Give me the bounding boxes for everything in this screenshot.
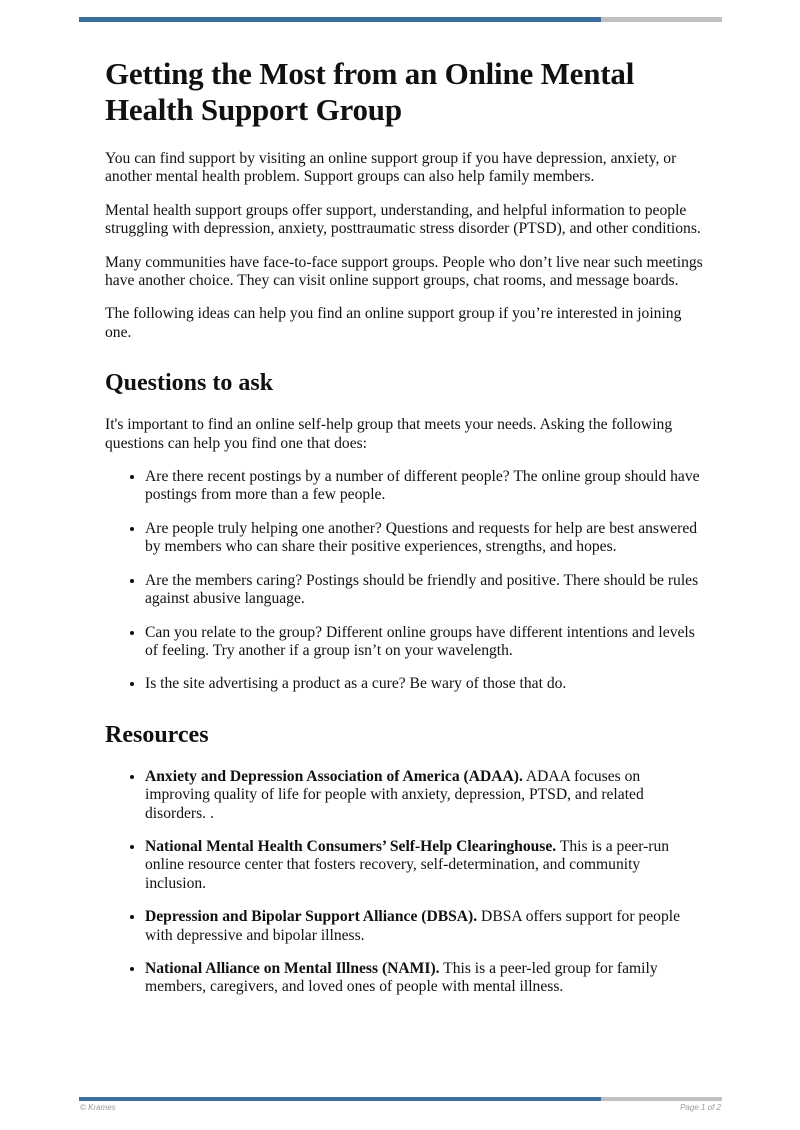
resource-item — [145, 838, 705, 893]
question-item: • Is the site advertising a product as a cure? Be wary of those that do. — [145, 675, 705, 693]
resource-description: ADAA focuses on improving quality of life for people with anxiety, depression, PTSD, and related disorders. . — [145, 767, 644, 822]
intro-paragraph: Mental health support groups offer support, understanding, and helpful information to people struggling with depression, anxiety, posttraumatic stress disorder (PTSD), and other conditions. — [105, 201, 701, 238]
resource-name: National Mental Health Consumers’ Self-Help Clearinghouse. — [145, 837, 557, 855]
question-item: • Are people truly helping one another? Questions and requests for help are best answered by members who can share their positive experiences, strengths, and hopes. — [145, 520, 705, 557]
resource-description: DBSA offers support for people with depressive and bipolar illness. — [145, 908, 680, 944]
intro-paragraph: The following ideas can help you find an online support group if you’re interested in joining one. — [105, 305, 682, 341]
top-divider-accent — [79, 17, 601, 22]
question-item: • Are the members caring? Postings should be friendly and positive. There should be rules against abusive language. — [145, 572, 705, 609]
resource-item — [145, 908, 705, 945]
bottom-divider-bar — [79, 1097, 722, 1101]
resource-description: This is a peer-led group for family members, caregivers, and loved ones of people with mental illness. — [145, 959, 658, 996]
footer-copyright: © Krames — [80, 1103, 116, 1112]
questions-heading: Questions to ask — [105, 370, 274, 397]
resource-name: Depression and Bipolar Support Alliance (DBSA). — [145, 908, 478, 926]
bottom-divider-grey — [601, 1097, 722, 1101]
resource-name: National Alliance on Mental Illness (NAMI). — [145, 959, 440, 977]
questions-intro: It's important to find an online self-help group that meets your needs. Asking the following questions can help you find one that does: — [105, 416, 673, 452]
resource-name: Anxiety and Depression Association of America (ADAA). — [145, 767, 523, 785]
question-item: • Can you relate to the group? Different online groups have different intentions and levels of feeling. Try another if a group isn’t on your wavelength. — [145, 624, 705, 661]
intro-paragraph: You can find support by visiting an online support group if you have depression, anxiety, or another mental health problem. Support groups can also help family members. — [105, 150, 677, 186]
resource-item — [145, 960, 705, 997]
resources-list — [105, 768, 705, 997]
top-divider-grey — [601, 17, 722, 22]
top-divider-bar — [79, 17, 722, 22]
resource-item — [145, 768, 705, 823]
questions-list — [105, 468, 705, 694]
intro-paragraph: Many communities have face-to-face support groups. People who don’t live near such meetings have another choice. They can visit online support groups, chat rooms, and message boards. — [105, 253, 703, 290]
page-title: Getting the Most from an Online Mental Health Support Group — [105, 56, 635, 127]
resource-description: This is a peer-run online resource center that fosters recovery, self-determination, and community inclusion. — [145, 837, 670, 892]
bottom-divider-accent — [79, 1097, 601, 1101]
question-item: • Are there recent postings by a number of different people? The online group should have postings from more than a few people. — [145, 468, 705, 505]
resources-heading: Resources — [105, 721, 209, 748]
footer-page-number: Page 1 of 2 — [680, 1103, 721, 1112]
article — [105, 56, 705, 1012]
